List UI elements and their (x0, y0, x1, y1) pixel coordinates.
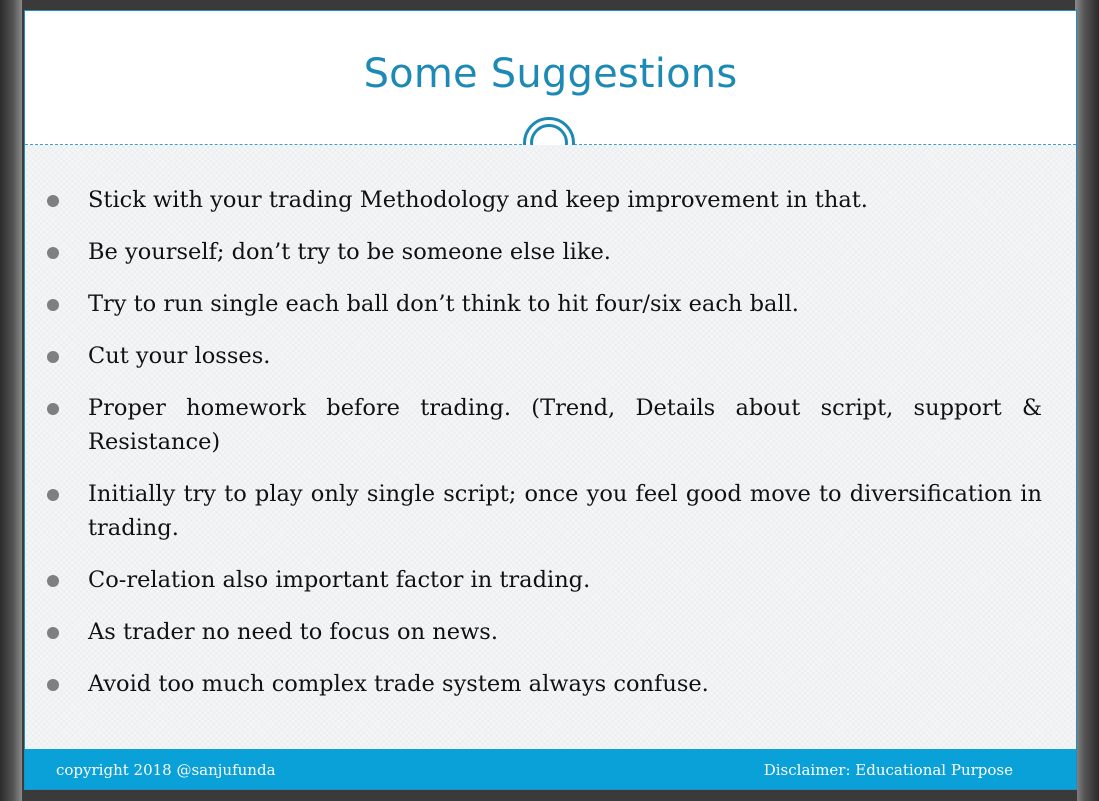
bullet-dot-icon (47, 489, 59, 501)
slide-body (25, 145, 1076, 751)
slide-footer (25, 749, 1076, 789)
bullet-text: Try to run single each ball don’t think to hit four/six each ball. (88, 291, 799, 317)
bullet-text: Avoid too much complex trade system always confuse. (88, 671, 709, 697)
viewer-bottom-strip (24, 790, 1077, 801)
bullet-text: Be yourself; don’t try to be someone else like. (88, 239, 611, 265)
viewer-right-edge (1075, 0, 1099, 801)
bullet-text: Stick with your trading Methodology and keep improvement in that. (88, 187, 868, 213)
bullet-item (25, 615, 1076, 649)
bullet-text: Co-relation also important factor in trading. (88, 567, 591, 593)
bullet-item (25, 287, 1076, 321)
bullet-item (25, 667, 1076, 701)
bullet-item (25, 183, 1076, 217)
bullet-item (25, 477, 1076, 545)
footer-disclaimer: Disclaimer: Educational Purpose (763, 761, 1013, 779)
bullet-item (25, 339, 1076, 373)
bullet-dot-icon (47, 351, 59, 363)
bullet-text: Cut your losses. (88, 343, 271, 369)
bullet-dot-icon (47, 299, 59, 311)
bullet-dot-icon (47, 247, 59, 259)
bullet-item (25, 391, 1076, 459)
bullet-list (25, 183, 1076, 719)
footer-copyright: copyright 2018 @sanjufunda (56, 761, 276, 779)
bullet-text: As trader no need to focus on news. (88, 619, 499, 645)
bullet-dot-icon (47, 627, 59, 639)
bullet-dot-icon (47, 403, 59, 415)
bullet-dot-icon (47, 679, 59, 691)
bullet-dot-icon (47, 195, 59, 207)
bullet-text: Proper homework before trading. (Trend, Details about script, support & Resistance) (88, 395, 1042, 455)
bullet-text: Initially try to play only single script; once you feel good move to diversification in trading. (88, 481, 1042, 541)
slide (24, 10, 1077, 790)
bullet-item (25, 235, 1076, 269)
bullet-dot-icon (47, 575, 59, 587)
bullet-item (25, 563, 1076, 597)
slide-title: Some Suggestions (363, 51, 738, 97)
viewer-left-edge (0, 0, 22, 801)
